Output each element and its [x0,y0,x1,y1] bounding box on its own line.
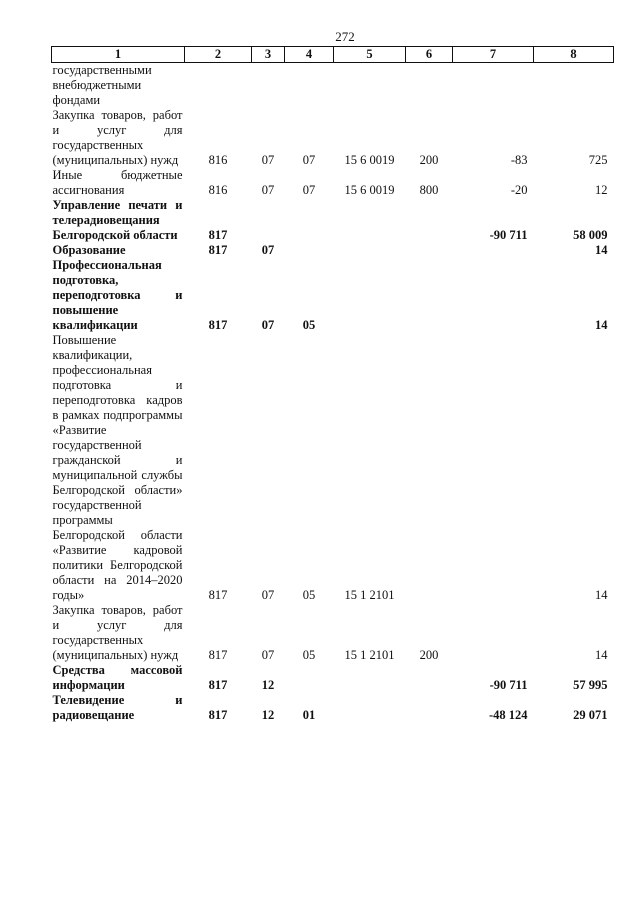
code-column-4 [285,663,334,693]
amount-total: 14 [595,243,608,257]
code-column-2: 816 [208,153,228,167]
amount-change: -20 [510,183,528,197]
table-body [52,63,614,724]
table-row [52,693,614,723]
code-column-4: 07 [302,153,316,167]
code-column-6 [406,258,453,333]
code-column-6: 200 [419,648,439,662]
row-name: Закупка товаров, работ и услуг для государственных (муниципальных) нужд [52,108,183,167]
code-column-5 [334,258,406,333]
table-row [52,108,614,168]
code-column-4 [285,243,334,258]
amount-change: -90 711 [489,228,528,242]
row-name: Повышение квалификации, профессиональная подготовка и переподготовка кадров в рамках подпрограммы «Развитие государственной гражданской и муниципальной службы Белгородской области» государственной программы Белгородской области «Развитие кадровой политики Белгородской области на 2014–2020 годы» [52,333,183,602]
code-column-2: 817 [208,648,228,662]
code-column-3: 07 [261,588,275,602]
code-column-6: 200 [419,153,439,167]
code-column-2 [185,63,252,109]
row-name: Управление печати и телерадиовещания Белгородской области [52,198,183,242]
code-column-5 [334,63,406,109]
column-header: 5 [334,47,406,63]
row-name: Профессиональная подготовка, переподготовка и повышение квалификации [52,258,183,332]
code-column-3: 07 [261,243,275,257]
code-column-6 [406,198,453,243]
amount-change: -83 [510,153,528,167]
column-header: 1 [52,47,185,63]
column-header: 7 [453,47,534,63]
amount-total: 725 [588,153,608,167]
amount-total: 58 009 [573,228,608,242]
code-column-5 [334,243,406,258]
code-column-4: 05 [302,648,316,662]
code-column-3: 07 [261,183,275,197]
page-number: 272 [335,29,355,44]
amount-total: 14 [595,588,608,602]
column-header: 6 [406,47,453,63]
row-name: Средства массовой информации [52,663,183,692]
code-column-5: 15 1 2101 [344,648,395,662]
row-name: государственными внебюджетными фондами [52,63,152,107]
code-column-2: 817 [208,318,228,332]
table-row [52,258,614,333]
amount-change [453,63,534,109]
column-header: 4 [285,47,334,63]
code-column-3 [252,63,285,109]
code-column-5 [334,663,406,693]
table-row [52,333,614,603]
amount-total: 57 995 [573,678,608,692]
amount-change: -90 711 [489,678,528,692]
code-column-2: 817 [208,228,228,242]
code-column-3: 07 [261,648,275,662]
amount-change [453,603,534,663]
code-column-2: 817 [208,678,228,692]
code-column-2: 816 [208,183,228,197]
amount-change [453,333,534,603]
table-row [52,63,614,109]
amount-change [453,258,534,333]
code-column-2: 817 [208,243,228,257]
code-column-3: 12 [261,708,275,722]
code-column-5: 15 6 0019 [344,183,395,197]
code-column-2: 817 [208,588,228,602]
code-column-6 [406,663,453,693]
amount-total: 12 [595,183,608,197]
code-column-3: 12 [261,678,275,692]
budget-table [51,46,614,723]
code-column-6 [406,243,453,258]
amount-total: 14 [595,318,608,332]
amount-total: 14 [595,648,608,662]
row-name: Телевидение и радиовещание [52,693,183,722]
code-column-5: 15 6 0019 [344,153,395,167]
table-row [52,168,614,198]
code-column-2: 817 [208,708,228,722]
column-header: 3 [252,47,285,63]
code-column-6 [406,333,453,603]
code-column-5 [334,198,406,243]
code-column-3: 07 [261,153,275,167]
table-row [52,603,614,663]
row-name: Закупка товаров, работ и услуг для государственных (муниципальных) нужд [52,603,183,662]
amount-total [534,63,614,109]
code-column-4 [285,63,334,109]
code-column-6 [406,63,453,109]
code-column-6: 800 [419,183,439,197]
amount-total: 29 071 [573,708,608,722]
code-column-5: 15 1 2101 [344,588,395,602]
code-column-4: 01 [302,708,316,722]
column-header: 8 [534,47,614,63]
code-column-5 [334,693,406,723]
amount-change [453,243,534,258]
code-column-4: 05 [302,318,316,332]
row-name: Образование [52,243,126,257]
code-column-3: 07 [261,318,275,332]
code-column-4: 07 [302,183,316,197]
table-row [52,198,614,243]
code-column-4: 05 [302,588,316,602]
table-row [52,663,614,693]
code-column-4 [285,198,334,243]
code-column-3 [252,198,285,243]
table-header-row [52,47,614,63]
column-header: 2 [185,47,252,63]
code-column-6 [406,693,453,723]
amount-change: -48 124 [488,708,528,722]
table-row [52,243,614,258]
row-name: Иные бюджетные ассигнования [52,168,183,197]
